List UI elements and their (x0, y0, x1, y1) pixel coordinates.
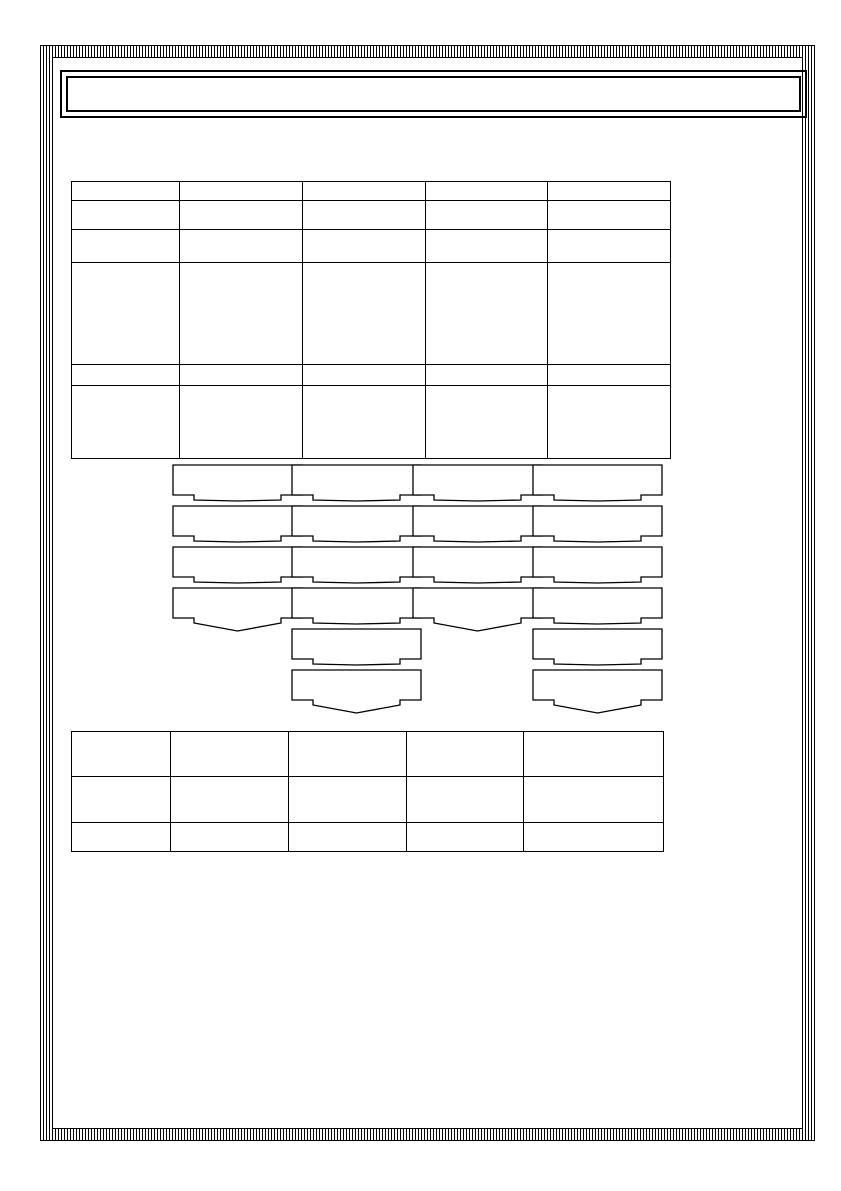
flow-step-box (413, 547, 542, 583)
flow-step-box (413, 588, 542, 631)
table-row (72, 777, 664, 823)
flow-step-box (292, 465, 421, 501)
flow-step-box (533, 670, 662, 713)
flow-step-box (413, 506, 542, 542)
table-cell (171, 823, 289, 852)
flow-step-box (173, 465, 302, 501)
flow-step-box (533, 506, 662, 542)
table-cell (524, 823, 664, 852)
flow-step-box (533, 465, 662, 501)
table-cell (289, 823, 407, 852)
flow-step-box (292, 629, 421, 665)
table-cell (171, 777, 289, 823)
flow-step-box (173, 506, 302, 542)
flow-step-box (292, 547, 421, 583)
flow-step-box (413, 465, 542, 501)
table-cell (407, 732, 524, 777)
flow-step-box (292, 506, 421, 542)
table-cell (407, 777, 524, 823)
table-cell (524, 732, 664, 777)
table-row (72, 823, 664, 852)
flow-step-box (292, 588, 421, 624)
flow-step-box (533, 629, 662, 665)
table-cell (72, 823, 171, 852)
flow-step-box (173, 547, 302, 583)
table-cell (171, 732, 289, 777)
table-cell (72, 777, 171, 823)
flow-step-box (292, 670, 421, 713)
flow-step-box (533, 588, 662, 624)
table-cell (72, 732, 171, 777)
table-cell (524, 777, 664, 823)
table-row (72, 732, 664, 777)
table-cell (289, 732, 407, 777)
flow-step-box (533, 547, 662, 583)
lower-table (71, 731, 664, 852)
table-cell (289, 777, 407, 823)
flow-step-box (173, 588, 302, 631)
table-cell (407, 823, 524, 852)
flow-chart-layer (173, 465, 662, 713)
